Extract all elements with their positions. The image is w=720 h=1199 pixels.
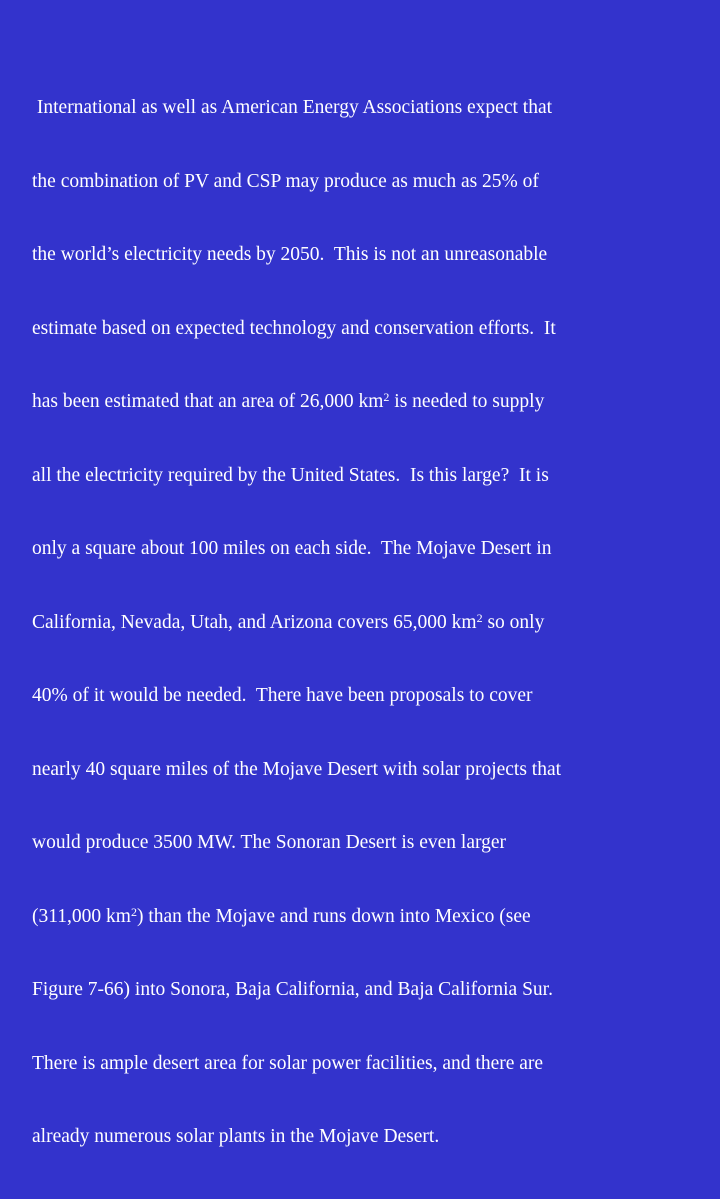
superscript: 2 [476, 610, 483, 625]
text-line: 40% of it would be needed. There have been proposals to cover [32, 685, 533, 706]
text-line: Figure 7-66) into Sonora, Baja California, and Baja California Sur. [32, 979, 553, 1000]
text-line: estimate based on expected technology and conservation efforts. It [32, 317, 556, 339]
text-line: only a square about 100 miles on each side. The Mojave Desert in [32, 538, 552, 559]
text-line: all the electricity required by the United States. Is this large? It is [32, 464, 549, 486]
text-segment: ) than the Mojave and runs down into Mexico (see [136, 905, 531, 927]
slide-body-text [32, 47, 692, 1199]
text-line: the combination of PV and CSP may produce as much as 25% of [32, 170, 539, 192]
text-line: would produce 3500 MW. The Sonoran Desert is even larger [32, 832, 507, 853]
superscript: 2 [130, 904, 137, 919]
text-line: the world’s electricity needs by 2050. This is not an unreasonable [32, 244, 548, 265]
text-line [32, 611, 692, 636]
text-segment: California, Nevada, Utah, and Arizona covers 65,000 km [32, 611, 477, 633]
text-line: nearly 40 square miles of the Mojave Desert with solar projects that [32, 758, 562, 780]
text-segment: (311,000 km [32, 905, 131, 927]
text-line: already numerous solar plants in the Mojave Desert. [32, 1126, 440, 1147]
text-segment: is needed to supply [389, 391, 545, 412]
text-line: There is ample desert area for solar power facilities, and there are [32, 1052, 544, 1074]
superscript: 2 [383, 390, 390, 404]
text-segment: has been estimated that an area of 26,000 km [32, 391, 384, 412]
text-segment: so only [482, 611, 545, 633]
text-line [32, 390, 692, 415]
text-line: International as well as American Energy Associations expect that [32, 97, 553, 118]
text-line [32, 905, 692, 930]
